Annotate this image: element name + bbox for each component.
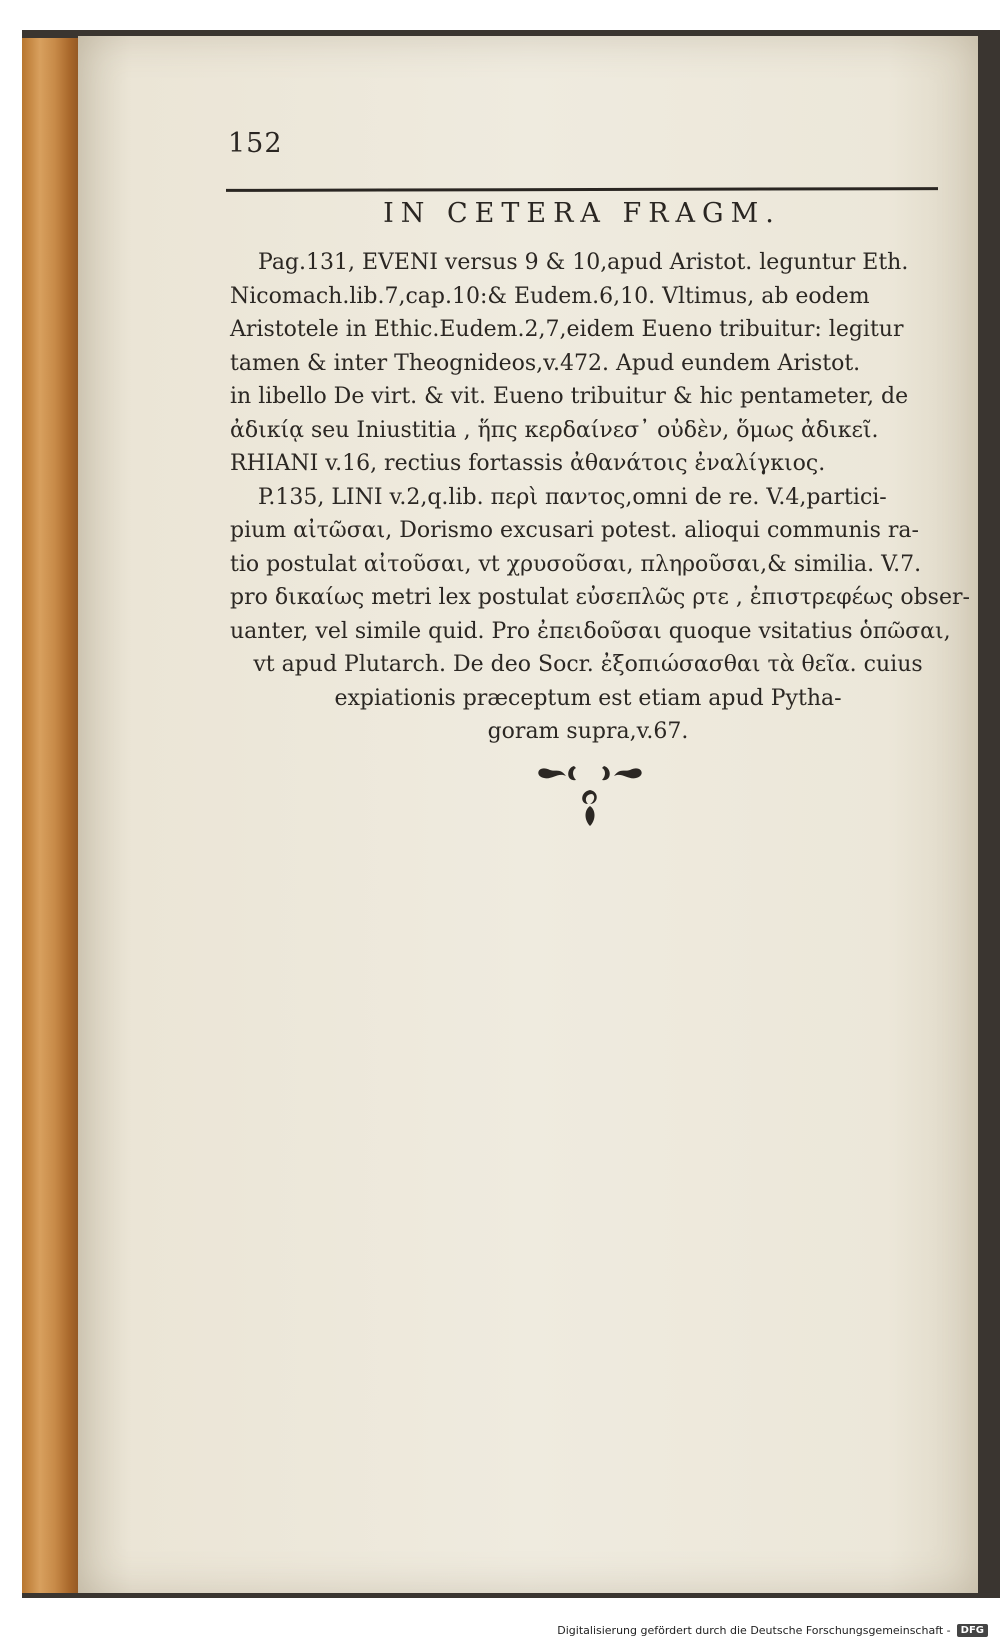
text-line: RHIANI v.16, rectius fortassis ἀθανάτοις ἐναλίγκιος.	[230, 451, 826, 476]
text-line: pro δικαίως metri lex postulat εὐσεπλῶς ρτε , ἐπιστρεφέως obser-	[230, 585, 970, 610]
digitization-credit	[557, 1624, 988, 1637]
credit-text: Digitalisierung gefördert durch die Deutsche Forschungsgemeinschaft -	[557, 1624, 951, 1637]
text-line: goram supra,v.67.	[487, 719, 689, 744]
text-line: Pag.131, EVENI versus 9 & 10,apud Aristot. leguntur Eth.	[258, 250, 909, 275]
text-line: uanter, vel simile quid. Pro ἐπειδοῦσαι quoque vsitatius ὁπῶσαι,	[230, 618, 951, 644]
ornament-fleuron-icon	[530, 760, 650, 844]
page-edges	[22, 38, 82, 1593]
text-line: ἀδικίᾳ seu Iniustitia , ἥπς κερδαίνεσ᾽ οὐδὲν, ὅμως ἀδικεῖ.	[230, 417, 879, 443]
running-head: IN CETERA FRAGM.	[383, 198, 781, 229]
text-line: pium αἰτῶσαι, Dorismo excusari potest. alioqui communis ra-	[230, 518, 919, 543]
text-line: Nicomach.lib.7,cap.10:& Eudem.6,10. Vltimus, ab eodem	[230, 283, 870, 309]
text-line: vt apud Plutarch. De deo Socr. ἐξοπιώσασθαι τὰ θεῖα. cuius	[253, 652, 923, 677]
dfg-logo: DFG	[957, 1624, 988, 1637]
text-line: tio postulat αἰτοῦσαι, vt χρυσοῦσαι, πληροῦσαι,& similia. V.7.	[230, 551, 922, 577]
text-line: in libello De virt. & vit. Eueno tribuitur & hic pentameter, de	[230, 384, 909, 409]
text-line: Aristotele in Ethic.Eudem.2,7,eidem Eueno tribuitur: legitur	[230, 317, 904, 342]
text-line: tamen & inter Theognideos,v.472. Apud eundem Aristot.	[230, 350, 861, 376]
body-text	[230, 246, 970, 749]
text-line: P.135, LINI v.2,q.lib. περὶ παντος,omni de re. V.4,partici-	[258, 484, 887, 510]
page-number: 152	[228, 128, 283, 159]
text-line: expiationis præceptum est etiam apud Pytha-	[334, 685, 842, 711]
